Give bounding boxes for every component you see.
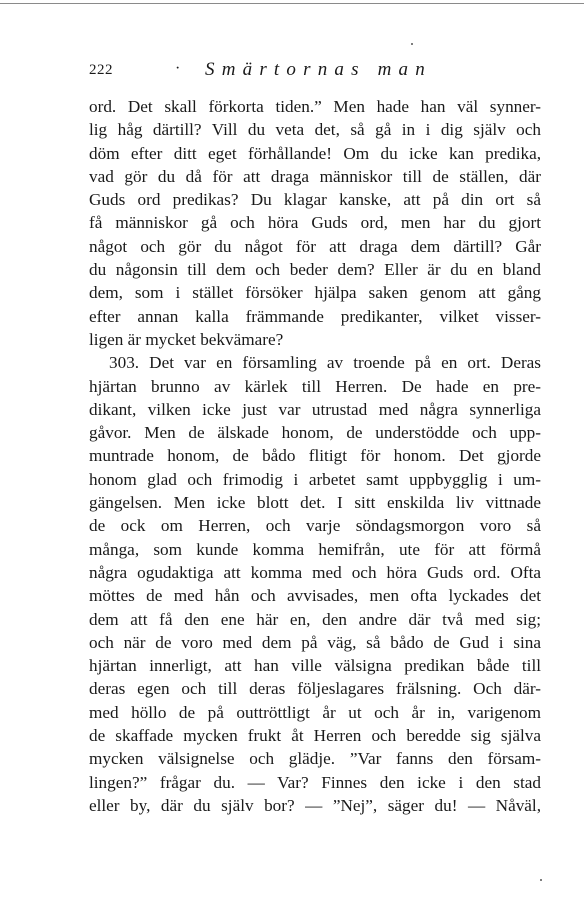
- text-line: möttes de med hån och avvisades, men ofta lyckades det: [89, 586, 541, 606]
- text-line: gängelsen. Men icke blott det. I sitt enskilda liv vittnade: [89, 493, 541, 513]
- text-line: med höllo de på outtröttligt år ut och år in, varigenom: [89, 702, 541, 722]
- text-line: och när de voro med dem på väg, så bådo de Gud i sina: [89, 632, 541, 652]
- text-line: hjärtan innerligt, att han ville välsigna predikan både till: [89, 656, 541, 676]
- text-line: gåvor. Men de älskade honom, de understödde och upp-: [89, 423, 541, 443]
- text-line: de ock om Herren, och varje söndagsmorgon voro så: [89, 516, 541, 536]
- text-line: något och gör du något för att draga dem därtill? Går: [89, 236, 541, 256]
- text-line: många, som kunde komma hemifrån, ute för att förmå: [89, 539, 541, 559]
- text-line: ord. Det skall förkorta tiden.” Men hade han väl synner-: [89, 97, 541, 116]
- text-line: dem, som i stället försöker hjälpa saken genom att gång: [89, 283, 541, 303]
- text-line: dem att få den ene här en, den andre där två med sig;: [89, 609, 541, 629]
- text-line: några ogudaktiga att komma med och höra Guds ord. Ofta: [89, 562, 541, 582]
- text-line: mycken välsignelse och glädje. ”Var fanns den försam-: [89, 749, 541, 769]
- paragraph-start-line: 303. Det var en församling av troende på en ort. Deras: [109, 353, 541, 373]
- text-line: lig håg därtill? Vill du veta det, så gå in i dig själv och: [89, 120, 541, 140]
- text-line: hjärtan brunno av kärlek till Herren. De hade en pre-: [89, 376, 541, 396]
- text-line: du någonsin till dem och beder dem? Eller är du en bland: [89, 260, 541, 280]
- top-border-rule: [0, 3, 584, 4]
- running-title: Smärtornas man: [205, 59, 432, 80]
- print-speck: [411, 43, 413, 45]
- body-text: [89, 95, 541, 817]
- text-line: dikant, vilken icke just var utrustad med några synnerliga: [89, 399, 541, 419]
- header-separator: ·: [175, 60, 181, 77]
- text-line: lingen?” frågar du. — Var? Finnes den icke i den stad: [89, 772, 541, 792]
- text-line: få människor gå och höra Guds ord, men har du gjort: [89, 213, 541, 233]
- page-number: 222: [89, 62, 113, 78]
- text-line: eller by, där du själv bor? — ”Nej”, säger du! — Nåväl,: [89, 795, 541, 815]
- text-line: Guds ord predikas? Du klagar kanske, att på din ort så: [89, 190, 541, 210]
- text-line: deras egen och till deras följeslagares frälsning. Och där-: [89, 679, 541, 699]
- paragraph-end-line: ligen är mycket bekvämare?: [89, 329, 284, 349]
- text-line: döm efter ditt eget förhållande! Om du icke kan predika,: [89, 143, 541, 163]
- print-speck: [540, 879, 542, 881]
- text-line: efter annan kalla främmande predikanter, vilket visser-: [89, 306, 541, 326]
- text-line: muntrade honom, de bådo flitigt för honom. Det gjorde: [89, 446, 541, 466]
- text-line: honom glad och frimodig i arbetet samt uppbygglig i um-: [89, 469, 541, 489]
- text-line: vad gör du då för att draga människor till de ställen, där: [89, 166, 541, 186]
- page-header: [89, 60, 549, 86]
- text-line: de skaffade mycken frukt åt Herren och beredde sig själva: [89, 726, 541, 746]
